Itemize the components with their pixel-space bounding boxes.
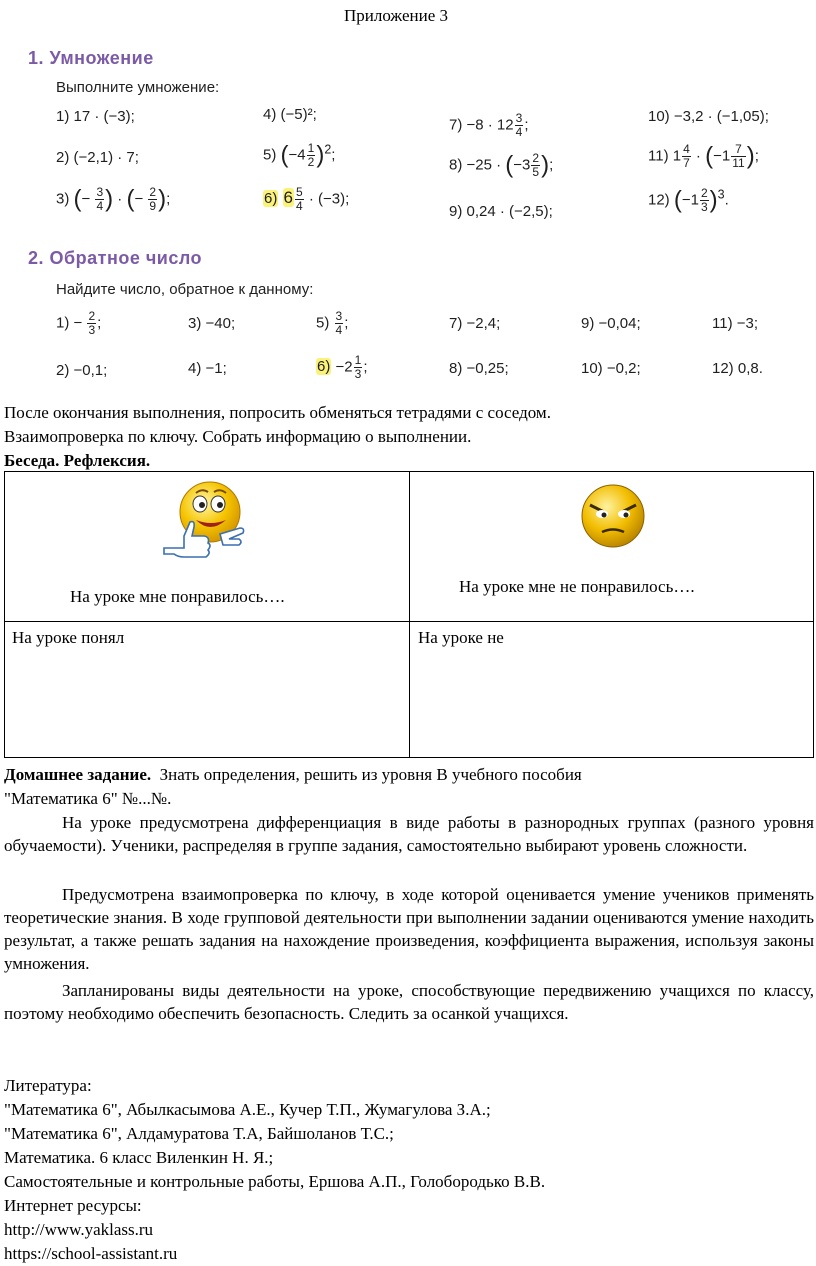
s2-item-3: 3) −40; — [188, 315, 236, 332]
paragraph-1: На уроке предусмотрена дифференциация в виде работы в разнородных группах (разного уровня обучаемости). Ученики, распределяя в группе задания, самостоятельно выбирают уровень сложности. — [4, 813, 814, 855]
s1-item-8: 8) −25 · (−3 $\frac{2}{5}$ ); — [449, 151, 554, 179]
s2-item-7: 7) −2,4; — [449, 315, 501, 332]
s1-item-6: 6) 6 $\frac{5}{4}$ · (−3); — [264, 185, 350, 213]
page-title: Приложение 3 — [344, 6, 448, 25]
s2-item-5: 5) $\frac{3}{4}$ ; — [316, 309, 349, 337]
cell-disliked: На уроке мне не понравилось…. — [459, 577, 695, 596]
homework-text-2: "Математика 6" №...№. — [4, 789, 172, 808]
thumbs-up-smiley-icon — [158, 478, 248, 558]
s1-item-5: 5) (−4 $\frac{1}{2}$ )$^2$; — [263, 141, 336, 169]
s1-item-12: 12) (−1 $\frac{2}{3}$ )$^3$. — [648, 186, 729, 214]
link-school-assistant[interactable]: https://school-assistant.ru — [4, 1244, 178, 1263]
cell-not-understood: На уроке не — [418, 628, 504, 647]
section-1-instruction: Выполните умножение: — [56, 79, 220, 96]
s1-item-1: 1) 17 · (−3); — [56, 108, 135, 125]
paragraph-3: Запланированы виды деятельности на уроке, способствующие передвижению учащихся по классу, поэтому необходимо обеспечить безопасность. Следить за осанкой учащихся. — [4, 981, 814, 1023]
s1-item-4: 4) (−5)²; — [263, 106, 317, 123]
s2-item-4: 4) −1; — [188, 360, 227, 377]
literature-item: Математика. 6 класс Виленкин Н. Я.; — [4, 1148, 274, 1167]
s2-item-8: 8) −0,25; — [449, 360, 509, 377]
s2-item-6: 6) −2 $\frac{1}{3}$ ; — [317, 353, 368, 381]
s2-item-11: 11) −3; — [712, 315, 759, 332]
section-2-instruction: Найдите число, обратное к данному: — [56, 281, 314, 298]
section-2-heading: 2. Обратное число — [28, 248, 203, 268]
reflection-title: Беседа. Рефлексия. — [4, 451, 151, 470]
s1-item-10: 10) −3,2 · (−1,05); — [648, 108, 769, 125]
link-yaklass[interactable]: http://www.yaklass.ru — [4, 1220, 154, 1239]
after-text-1: После окончания выполнения, попросить обменяться тетрадями с соседом. — [4, 403, 551, 422]
cell-understood: На уроке понял — [12, 628, 125, 647]
literature-title: Литература: — [4, 1076, 92, 1095]
s2-item-12: 12) 0,8. — [712, 360, 763, 377]
s2-item-9: 9) −0,04; — [581, 315, 641, 332]
literature-item: "Математика 6", Абылкасымова А.Е., Кучер Т.П., Жумагулова З.А.; — [4, 1100, 491, 1119]
s1-item-7: 7) −8 · 12 $\frac{3}{4}$ ; — [449, 111, 529, 139]
internet-title: Интернет ресурсы: — [4, 1196, 142, 1215]
s1-item-3: 3) (− $\frac{3}{4}$ ) · (− $\frac{2}{9}$ ); — [56, 185, 171, 213]
after-text-2: Взаимопроверка по ключу. Собрать информацию о выполнении. — [4, 427, 472, 446]
homework-label: Домашнее задание. — [4, 765, 152, 784]
s2-item-1: 1) − $\frac{2}{3}$ ; — [56, 309, 102, 337]
cell-liked: На уроке мне понравилось…. — [70, 587, 285, 606]
paragraph-2: Предусмотрена взаимопроверка по ключу, в ходе которой оценивается умение учеников применять теоретические знания. В ходе групповой деятельности при выполнении задании оцениваются умение находить результат, а также решать задания на нахождение произведения, коэффициента выражения, используя законы умножения. — [4, 885, 814, 973]
s2-item-10: 10) −0,2; — [581, 360, 641, 377]
s1-item-9: 9) 0,24 · (−2,5); — [449, 203, 553, 220]
s2-item-2: 2) −0,1; — [56, 362, 108, 379]
homework-line — [4, 763, 582, 786]
homework-text: Знать определения, решить из уровня В учебного пособия — [151, 765, 582, 784]
section-1-heading: 1. Умножение — [28, 48, 154, 68]
s1-item-11: 11) 1 $\frac{4}{7}$ · (−1 $\frac{7}{11}$ ); — [648, 142, 759, 170]
literature-item: "Математика 6", Алдамуратова Т.А, Байшоланов Т.С.; — [4, 1124, 394, 1143]
frowning-smiley-icon — [578, 483, 648, 551]
literature-item: Самостоятельные и контрольные работы, Ершова А.П., Голобородько В.В. — [4, 1172, 546, 1191]
s1-item-2: 2) (−2,1) · 7; — [56, 149, 139, 166]
